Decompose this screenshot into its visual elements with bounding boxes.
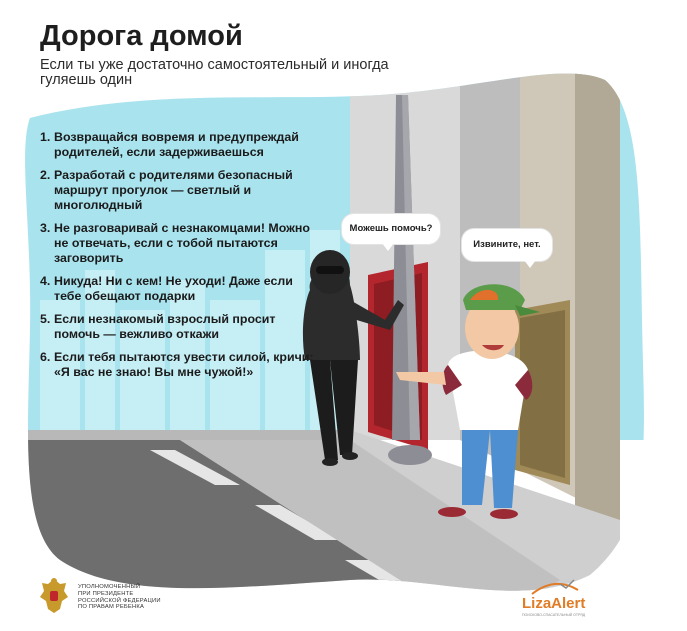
- list-item: [40, 312, 315, 342]
- stranger-speech-bubble: Можешь помочь?: [342, 214, 440, 244]
- org-line: РОССИЙСКОЙ ФЕДЕРАЦИИ: [78, 597, 161, 604]
- org-line: ПРИ ПРЕЗИДЕНТЕ: [78, 590, 134, 597]
- tip-number: 4.: [40, 274, 51, 289]
- tip-number: 1.: [40, 130, 51, 144]
- list-item: [40, 130, 315, 160]
- org-line: УПОЛНОМОЧЕННЫЙ: [78, 584, 141, 590]
- tip-number: 3.: [40, 221, 51, 236]
- list-item: [40, 168, 315, 214]
- tip-number: 5.: [40, 312, 51, 327]
- tip-text: Не разговаривай с незнакомцами! Можно не отвечать, если с тобой пытаются заговорить: [54, 221, 310, 266]
- tip-text: Возвращайся вовремя и предупреждай родителей, если задерживаешься: [54, 130, 299, 160]
- page-title: Дорога домой: [40, 20, 243, 52]
- tip-text: Никуда! Ни с кем! Не уходи! Даже если тебе обещают подарки: [54, 274, 293, 304]
- list-item: [40, 274, 315, 304]
- curb: [0, 430, 350, 440]
- ombudsman-org-name: [78, 584, 161, 611]
- lizaalert-envelope-icon: [530, 578, 580, 596]
- pillar: [575, 60, 620, 520]
- tip-text: Если незнакомый взрослый просит помочь — вежливо откажи: [54, 312, 276, 342]
- lizaalert-tagline: ПОИСКОВО-СПАСАТЕЛЬНЫЙ ОТРЯД: [522, 613, 586, 617]
- tip-text: Если тебя пытаются увести силой, кричи: «Я вас не знаю! Вы мне чужой!»: [54, 349, 314, 380]
- list-item: [40, 350, 315, 380]
- tip-number: 2.: [40, 167, 51, 182]
- tip-text: Разработай с родителями безопасный маршрут прогулок — светлый и многолюдный: [54, 167, 293, 213]
- safety-tips-list: [40, 130, 315, 388]
- boy-speech-bubble: Извините, нет.: [462, 229, 552, 261]
- page-subtitle: Если ты уже достаточно самостоятельный и иногда гуляешь один: [40, 57, 389, 88]
- org-line: ПО ПРАВАМ РЕБЕНКА: [78, 604, 145, 611]
- list-item: [40, 221, 315, 267]
- coat-of-arms-icon: [38, 575, 70, 615]
- lizaalert-logo: LizaAlert: [522, 595, 586, 612]
- tip-number: 6.: [40, 349, 51, 364]
